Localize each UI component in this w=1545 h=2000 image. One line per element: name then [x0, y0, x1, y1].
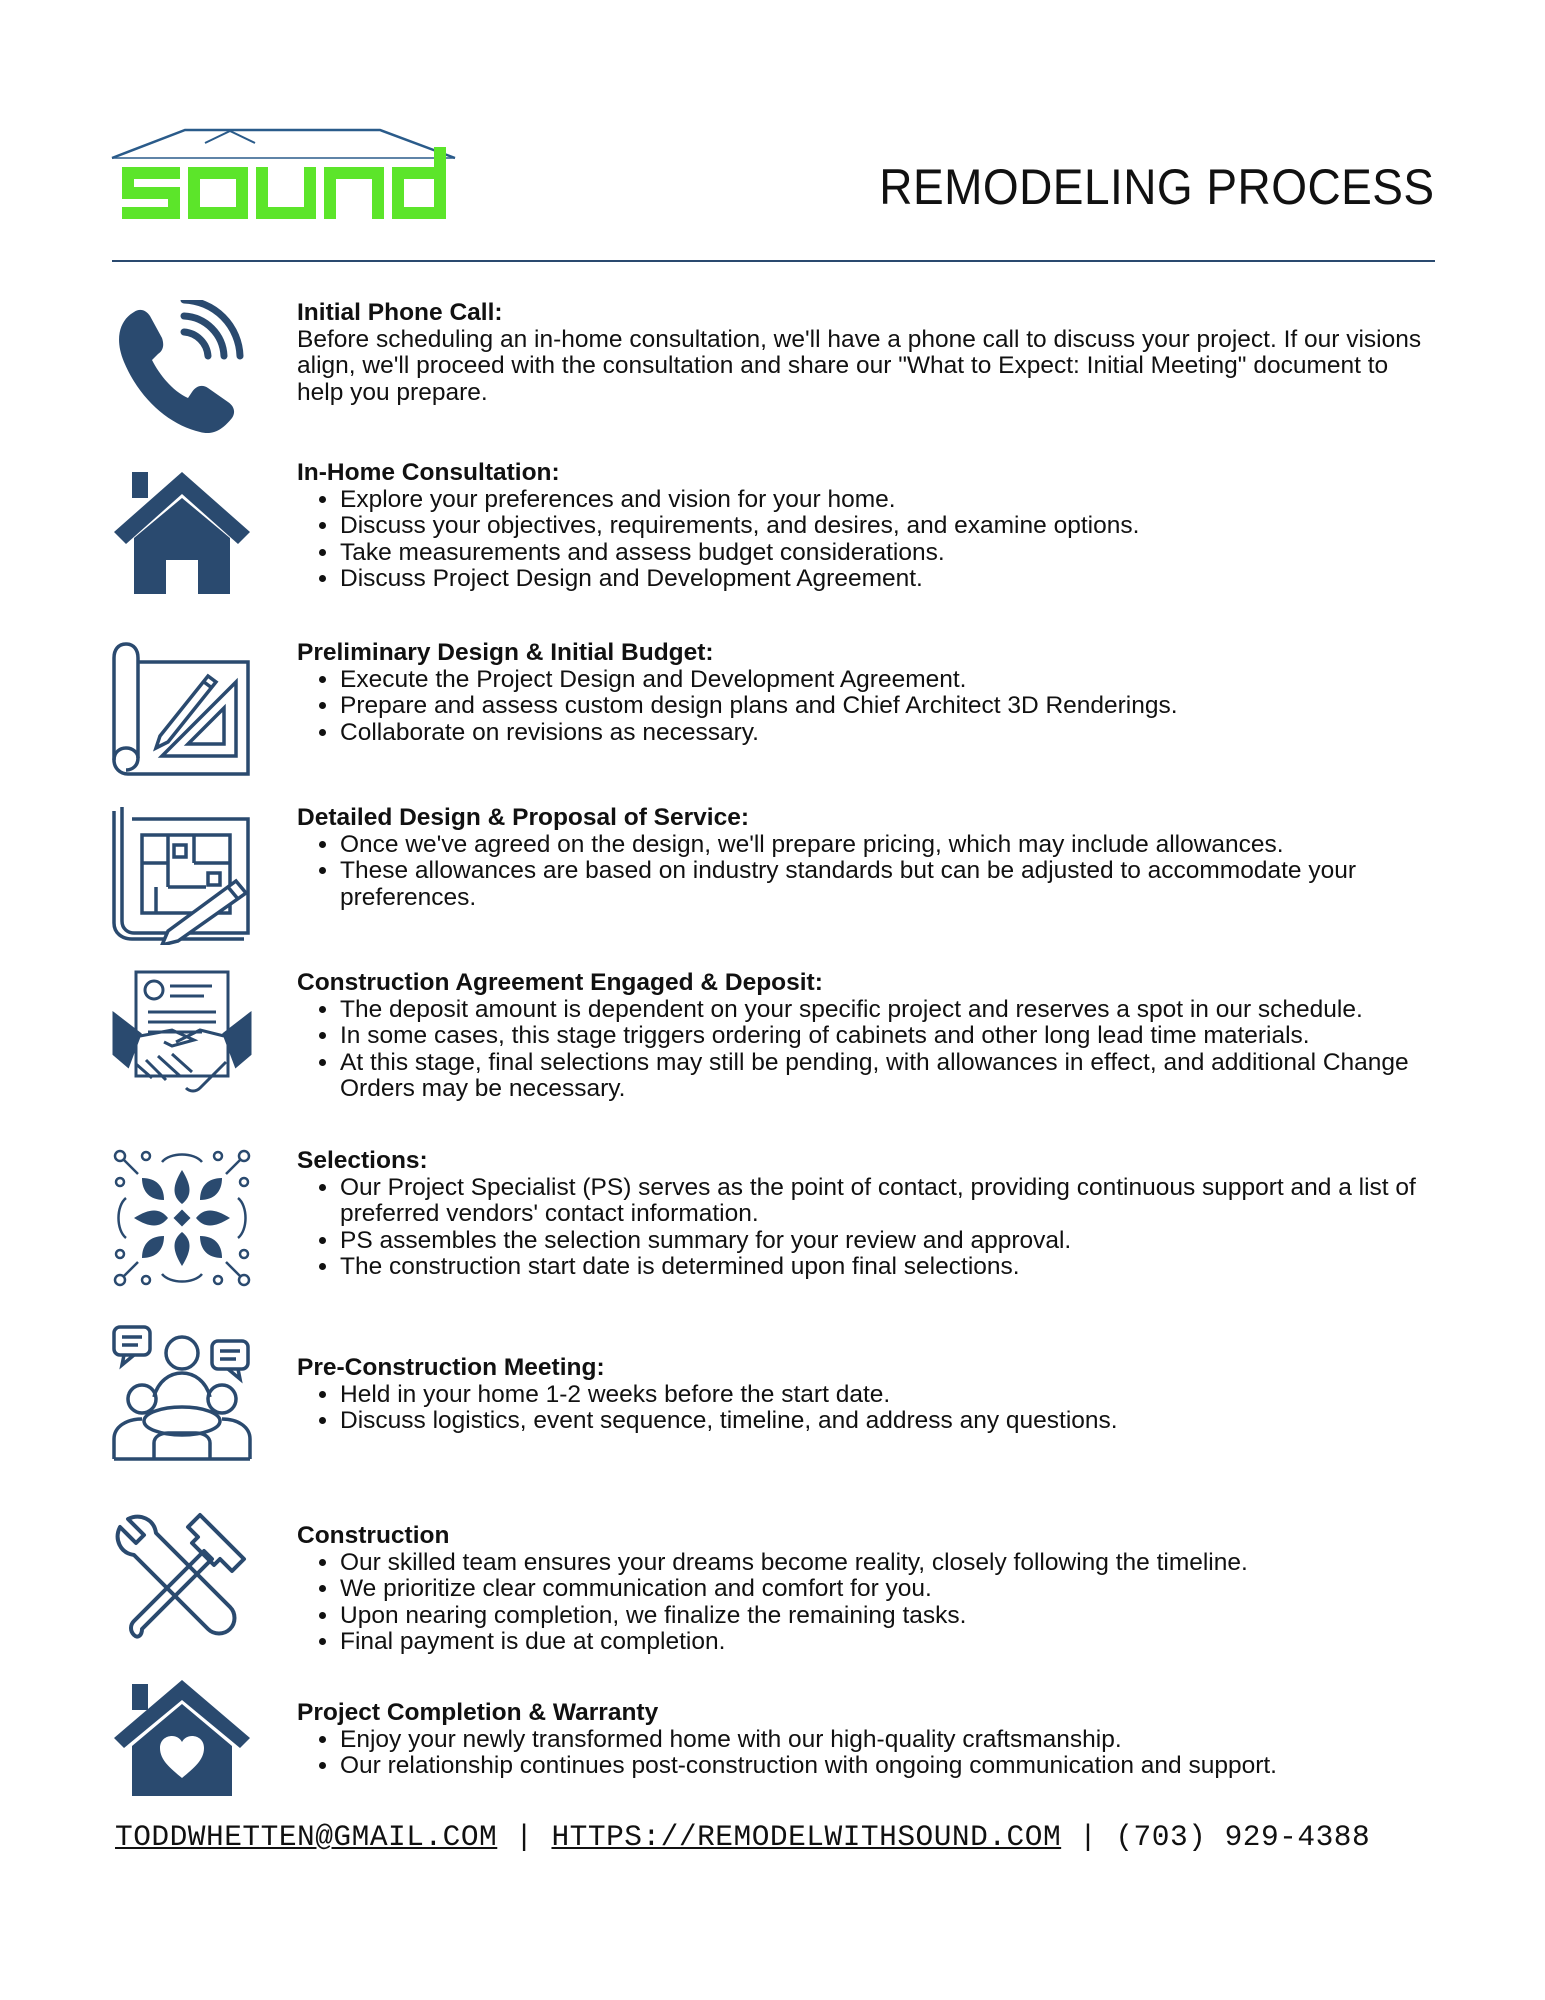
floor-plan-icon [112, 805, 252, 945]
step-title: Construction [297, 1522, 450, 1549]
list-item: • Our relationship continues post-construction with ongoing communication and support. [340, 1753, 1435, 1780]
step-title: Initial Phone Call: [297, 299, 503, 326]
list-item: • Held in your home 1-2 weeks before the start date. [340, 1382, 1435, 1409]
blueprint-ruler-icon [112, 640, 252, 780]
list-item: • In some cases, this stage triggers ordering of cabinets and other long lead time materials. [340, 1023, 1435, 1050]
list-item: • The construction start date is determined upon final selections. [340, 1254, 1435, 1281]
list-item: • Our Project Specialist (PS) serves as the point of contact, providing continuous support and a list of preferred vendors' contact information. [340, 1175, 1435, 1228]
list-item: • Prepare and assess custom design plans and Chief Architect 3D Renderings. [340, 693, 1435, 720]
list-item: • PS assembles the selection summary for your review and approval. [340, 1228, 1435, 1255]
list-item: • Upon nearing completion, we finalize the remaining tasks. [340, 1603, 1435, 1630]
list-item: • Our skilled team ensures your dreams become reality, closely following the timeline. [340, 1550, 1435, 1577]
list-item: • Discuss logistics, event sequence, timeline, and address any questions. [340, 1408, 1435, 1435]
handshake-contract-icon [112, 970, 252, 1110]
list-item: • Discuss Project Design and Development Agreement. [340, 566, 1435, 593]
tile-pattern-icon [112, 1148, 252, 1288]
website-link[interactable]: HTTPS://REMODELWITHSOUND.COM [551, 1820, 1062, 1854]
step-bullets [297, 667, 1435, 747]
step-title: Construction Agreement Engaged & Deposit: [297, 969, 823, 996]
list-item: • Collaborate on revisions as necessary. [340, 720, 1435, 747]
phone-icon [112, 300, 252, 440]
step-bullets [297, 997, 1435, 1103]
contact-footer [115, 1820, 1435, 1854]
meeting-people-icon [112, 1325, 252, 1465]
list-item: • At this stage, final selections may still be pending, with allowances in effect, and additional Change Orders may be necessary. [340, 1050, 1435, 1103]
step-title: Detailed Design & Proposal of Service: [297, 804, 750, 831]
step-bullets [297, 1175, 1435, 1281]
separator: | [515, 1820, 534, 1854]
email-link[interactable]: TODDWHETTEN@GMAIL.COM [115, 1820, 498, 1854]
step-title: In-Home Consultation: [297, 459, 560, 486]
house-icon [112, 460, 252, 600]
step-title: Selections: [297, 1147, 428, 1174]
separator: | [1079, 1820, 1098, 1854]
company-logo [110, 125, 480, 245]
step-bullets [297, 487, 1435, 593]
step-bullets [297, 1382, 1435, 1435]
step-description: Before scheduling an in-home consultation, we'll have a phone call to discuss your project. If our visions align, we'll proceed with the consultation and share our "What to Expect: Initial Meeting" document to help you prepare. [297, 325, 1422, 406]
step-bullets [297, 1550, 1435, 1656]
list-item: • The deposit amount is dependent on your specific project and reserves a spot in our schedule. [340, 997, 1435, 1024]
house-heart-icon [112, 1678, 252, 1818]
step-bullets [297, 1727, 1435, 1780]
step-title: Preliminary Design & Initial Budget: [297, 639, 714, 666]
list-item: • Enjoy your newly transformed home with our high-quality craftsmanship. [340, 1727, 1435, 1754]
phone-number: (703) 929-4388 [1115, 1820, 1371, 1854]
step-title: Pre-Construction Meeting: [297, 1354, 605, 1381]
sound-contracting-logo [110, 125, 480, 245]
tools-icon [112, 1505, 252, 1645]
list-item: • Explore your preferences and vision for your home. [340, 487, 1435, 514]
step-title: Project Completion & Warranty [297, 1699, 659, 1726]
list-item: • Take measurements and assess budget considerations. [340, 540, 1435, 567]
list-item: • Execute the Project Design and Development Agreement. [340, 667, 1435, 694]
header-divider [112, 260, 1435, 262]
list-item: • These allowances are based on industry standards but can be adjusted to accommodate your preferences. [340, 858, 1435, 911]
list-item: • Discuss your objectives, requirements, and desires, and examine options. [340, 513, 1435, 540]
list-item: • We prioritize clear communication and comfort for you. [340, 1576, 1435, 1603]
list-item: • Once we've agreed on the design, we'll prepare pricing, which may include allowances. [340, 832, 1435, 859]
list-item: • Final payment is due at completion. [340, 1629, 1435, 1656]
step-bullets [297, 832, 1435, 912]
document-title: REMODELING PROCESS [879, 159, 1435, 215]
